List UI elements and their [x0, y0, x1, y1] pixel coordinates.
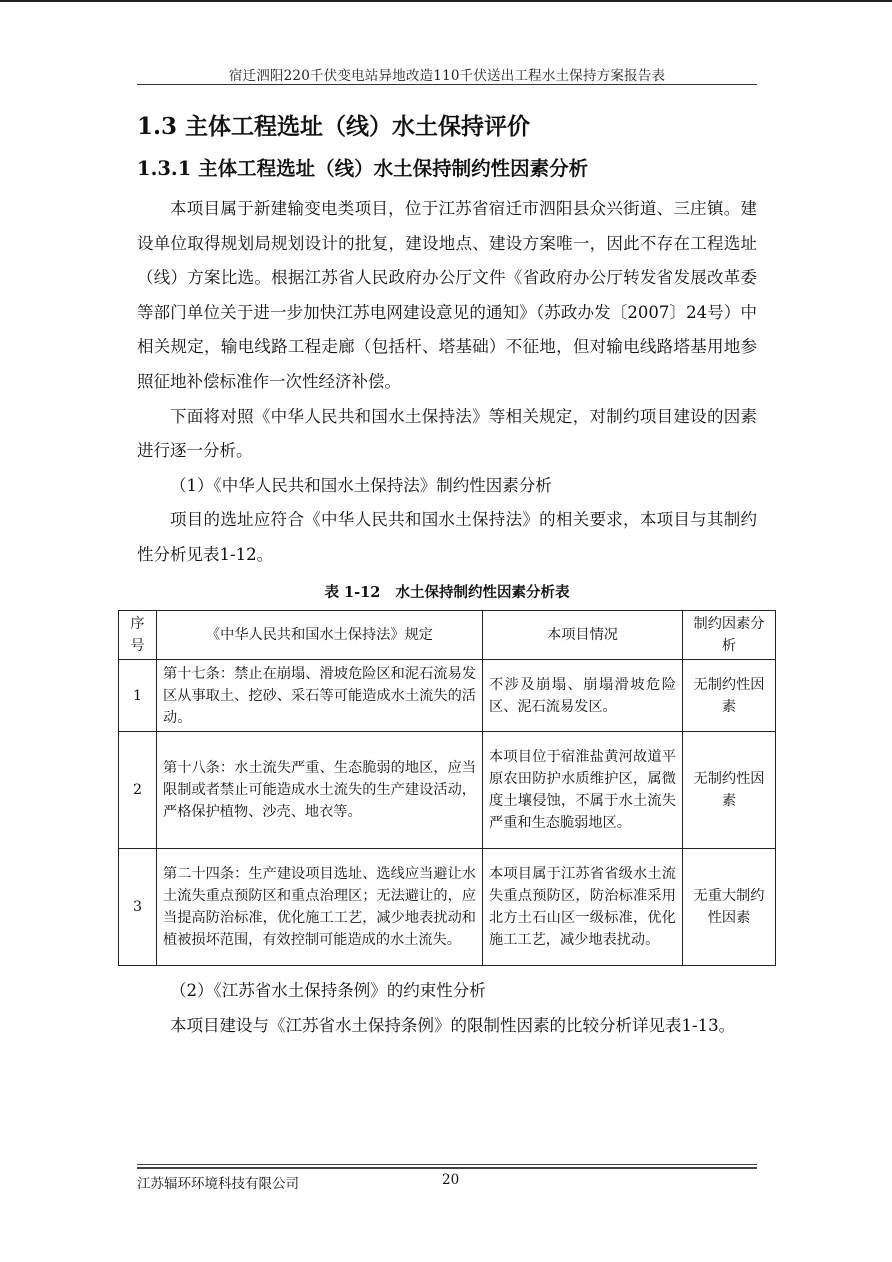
constraint-analysis-table — [118, 610, 776, 966]
paragraph-analysis-lead: 下面将对照《中华人民共和国水土保持法》等相关规定，对制约项目建设的因素进行逐一分析。 — [137, 406, 757, 461]
row-law: 第十七条：禁止在崩塌、滑坡危险区和泥石流易发区从事取土、挖砂、采石等可能造成水土流失的活动。 — [157, 660, 483, 732]
page-number: 20 — [442, 1172, 460, 1188]
row-law: 第十八条：水土流失严重、生态脆弱的地区，应当限制或者禁止可能造成水土流失的生产建设活动，严格保护植物、沙壳、地衣等。 — [157, 732, 483, 849]
body-text-bottom — [137, 974, 757, 1043]
table-caption: 表 1-12 水土保持制约性因素分析表 — [324, 584, 570, 601]
table-row — [119, 660, 776, 732]
header-factor: 制约因素分析 — [683, 611, 776, 660]
paragraph-item-2-body: 本项目建设与《江苏省水土保持条例》的限制性因素的比较分析详见表1-13。 — [170, 1015, 736, 1035]
top-border — [0, 0, 892, 2]
table-row — [119, 849, 776, 966]
header-situation: 本项目情况 — [483, 611, 683, 660]
paragraph-item-1-title: （1）《中华人民共和国水土保持法》制约性因素分析 — [170, 475, 552, 495]
subsection-heading: 1.3.1 主体工程选址（线）水土保持制约性因素分析 — [137, 157, 589, 180]
footer-company: 江苏辐环环境科技有限公司 — [137, 1176, 299, 1192]
row-law: 第二十四条：生产建设项目选址、选线应当避让水土流失重点预防区和重点治理区；无法避让的，应当提高防治标准，优化施工工艺，减少地表扰动和植被损坏范围，有效控制可能造成的水土流失。 — [157, 849, 483, 966]
header-law: 《中华人民共和国水土保持法》规定 — [157, 611, 483, 660]
paragraph-intro: 本项目属于新建输变电类项目，位于江苏省宿迁市泗阳县众兴街道、三庄镇。建设单位取得规划局规划设计的批复，建设地点、建设方案唯一，因此不存在工程选址（线）方案比选。根据江苏省人民政府办公厅文件《省政府办公厅转发省发展改革委等部门单位关于进一步加快江苏电网建设意见的通知》（苏政办发〔2007〕24号）中相关规定，输电线路工程走廊（包括杆、塔基础）不征地，但对输电线路塔基用地参照征地补偿标准作一次性经济补偿。 — [137, 199, 757, 391]
running-header: 宿迁泗阳220千伏变电站异地改造110千伏送出工程水土保持方案报告表 — [228, 68, 666, 84]
row-situation: 本项目位于宿淮盐黄河故道平原农田防护水质维护区，属微度土壤侵蚀，不属于水土流失严重和生态脆弱地区。 — [483, 732, 683, 849]
table-header-row — [119, 611, 776, 660]
paragraph-item-2-title: （2）《江苏省水土保持条例》的约束性分析 — [170, 981, 486, 1000]
header-rule — [137, 84, 757, 85]
row-factor: 无重大制约性因素 — [683, 849, 776, 966]
row-index: 1 — [119, 660, 157, 732]
header-index: 序号 — [119, 611, 157, 660]
body-text-top — [137, 192, 757, 573]
footer-rule-thick — [137, 1167, 757, 1169]
row-index: 2 — [119, 732, 157, 849]
row-factor: 无制约性因素 — [683, 660, 776, 732]
row-index: 3 — [119, 849, 157, 966]
row-situation: 本项目属于江苏省省级水土流失重点预防区，防治标准采用北方土石山区一级标准，优化施工工艺，减少地表扰动。 — [483, 849, 683, 966]
row-factor: 无制约性因素 — [683, 732, 776, 849]
paragraph-item-1-body: 项目的选址应符合《中华人民共和国水土保持法》的相关要求，本项目与其制约性分析见表1-12。 — [137, 510, 757, 564]
row-situation: 不涉及崩塌、崩塌滑坡危险区、泥石流易发区。 — [483, 660, 683, 732]
footer-rule — [137, 1164, 757, 1165]
table-row — [119, 732, 776, 849]
section-heading: 1.3 主体工程选址（线）水土保持评价 — [137, 113, 531, 140]
